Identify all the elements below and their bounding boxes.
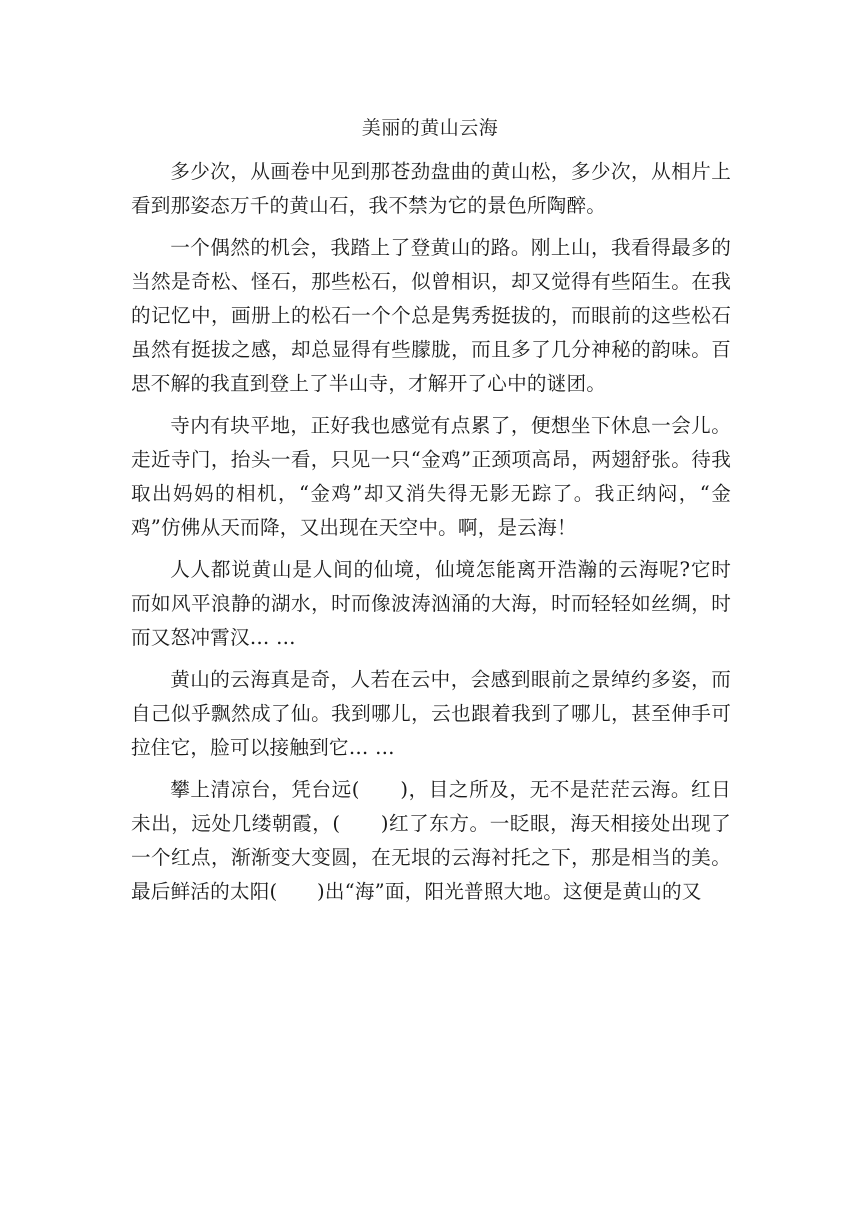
document-body (131, 155, 731, 917)
document-title: 美丽的黄山云海 (361, 117, 499, 139)
paragraph-3: 寺内有块平地，正好我也感觉有点累了，便想坐下休息一会儿。走近寺门，抬头一看，只见一只“金鸡”正颈项高昂，两翅舒张。待我取出妈妈的相机，“金鸡”却又消失得无影无踪了。我正纳闷，“金鸡”仿佛从天而降，又出现在天空中。啊，是云海！ (131, 414, 731, 539)
paragraph-1: 多少次，从画卷中见到那苍劲盘曲的黄山松，多少次，从相片上看到那姿态万千的黄山石，我不禁为它的景色所陶醉。 (131, 160, 731, 217)
paragraph-2: 一个偶然的机会，我踏上了登黄山的路。刚上山，我看得最多的当然是奇松、怪石，那些松石，似曾相识，却又觉得有些陌生。在我的记忆中，画册上的松石一个个总是隽秀挺拔的，而眼前的这些松石虽然有挺拔之感，却总显得有些朦胧，而且多了几分神秘的韵味。百思不解的我直到登上了半山寺，才解开了心中的谜团。 (131, 236, 731, 395)
paragraph-5: 黄山的云海真是奇，人若在云中，会感到眼前之景绰约多姿，而自己似乎飘然成了仙。我到哪儿，云也跟着我到了哪儿，甚至伸手可拉住它，脸可以接触到它… … (131, 668, 731, 759)
paragraph-6: 攀上清凉台，凭台远( )，目之所及，无不是茫茫云海。红日未出，远处几缕朝霞，( )红了东方。一眨眼，海天相接处出现了一个红点，渐渐变大变圆，在无垠的云海衬托之下，那是相当的美。最后鲜活的太阳( )出“海”面，阳光普照大地。这便是黄山的又 (131, 778, 731, 903)
paragraph-4: 人人都说黄山是人间的仙境，仙境怎能离开浩瀚的云海呢?它时而如风平浪静的湖水，时而像波涛汹涌的大海，时而轻轻如丝绸，时而又怒冲霄汉… … (131, 558, 731, 649)
